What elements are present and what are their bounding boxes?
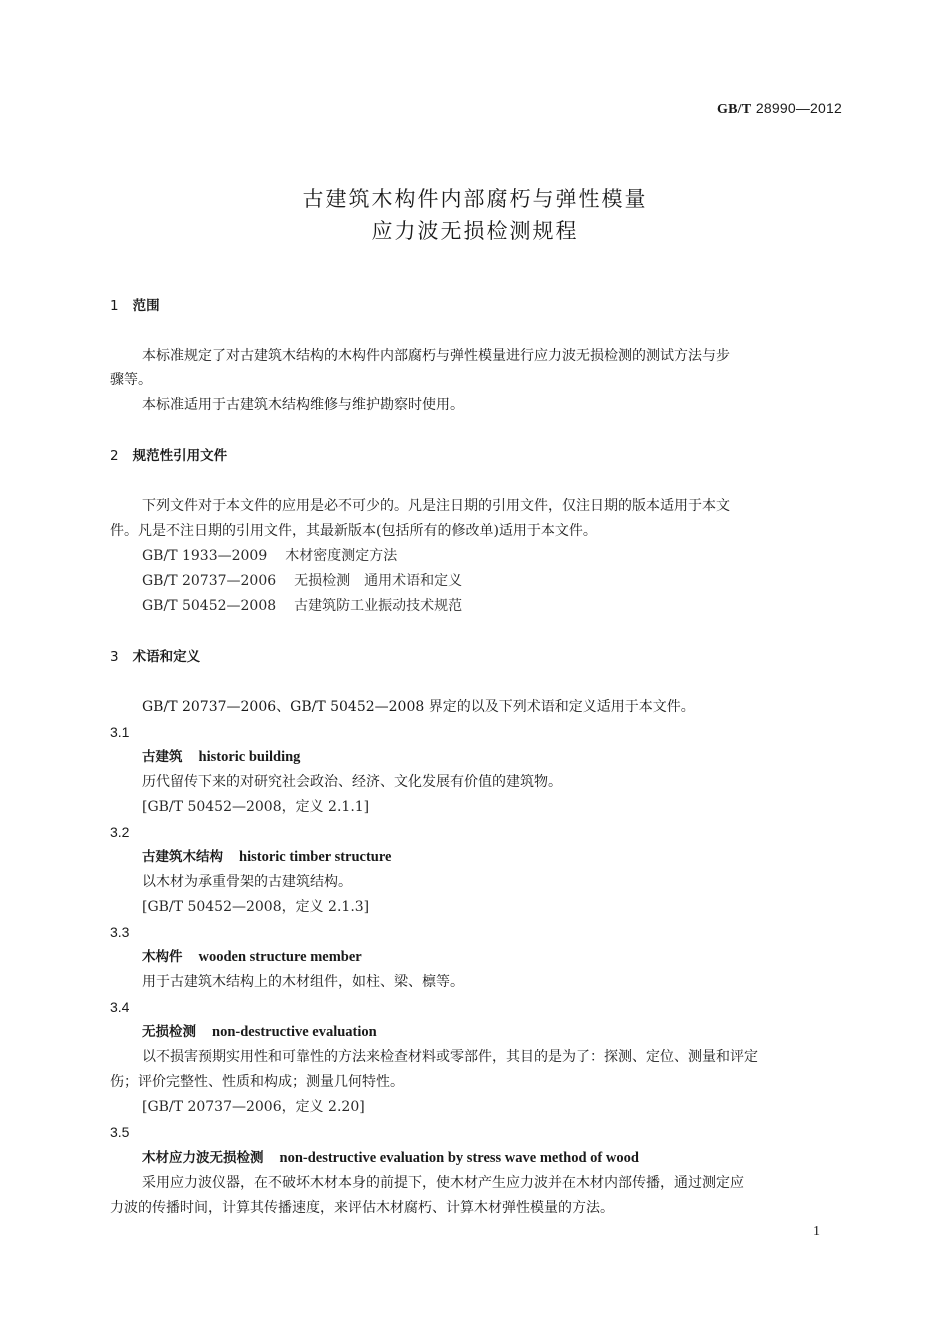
- standard-number: 28990—2012: [755, 100, 842, 116]
- term-definition: 历代留传下来的对研究社会政治、经济、文化发展有价值的建筑物。: [142, 774, 562, 790]
- reference-code: GB/T 20737—2006: [142, 573, 277, 589]
- term-chinese: 木材应力波无损检测: [142, 1150, 264, 1166]
- term-chinese: 无损检测: [142, 1024, 196, 1040]
- section-1-paragraph-1-line-1: 本标准规定了对古建筑木结构的木构件内部腐朽与弹性模量进行应力波无损检测的测试方法与步: [142, 348, 730, 364]
- reference-item: [142, 596, 462, 616]
- reference-item: [142, 546, 397, 566]
- section-title: 术语和定义: [132, 649, 201, 665]
- term-english: non-destructive evaluation by stress wave method of wood: [279, 1150, 639, 1166]
- term-definition-line-2: 力波的传播时间，计算其传播速度，来评估木材腐朽、计算木材弹性模量的方法。: [110, 1200, 614, 1216]
- document-title-line-1: 古建筑木构件内部腐朽与弹性模量: [302, 187, 648, 211]
- section-title: 规范性引用文件: [132, 448, 228, 464]
- standard-prefix: GB/T: [717, 102, 752, 117]
- standard-code: [717, 100, 842, 118]
- section-2-intro-line-1: 下列文件对于本文件的应用是必不可少的。凡是注日期的引用文件，仅注日期的版本适用于本文: [142, 498, 730, 514]
- term-chinese: 木构件: [142, 949, 183, 965]
- reference-title: 无损检测 通用术语和定义: [294, 573, 463, 589]
- term-source: [GB/T 20737—2006，定义 2.20]: [142, 1099, 365, 1115]
- section-1-paragraph-2: 本标准适用于古建筑木结构维修与维护勘察时使用。: [142, 397, 464, 413]
- term-english: historic building: [198, 749, 301, 765]
- term-chinese: 古建筑: [142, 749, 183, 765]
- term-chinese: 古建筑木结构: [142, 849, 223, 865]
- term-definition-line-1: 以不损害预期实用性和可靠性的方法来检查材料或零部件，其目的是为了：探测、定位、测量和评定: [142, 1049, 758, 1065]
- term-number: 3.4: [110, 999, 130, 1015]
- section-1-paragraph-1-line-2: 骤等。: [110, 372, 152, 388]
- section-1-heading: [110, 296, 160, 316]
- term-definition-line-2: 伤；评价完整性、性质和构成；测量几何特性。: [110, 1074, 404, 1090]
- reference-item: [142, 571, 462, 591]
- reference-code: GB/T 1933—2009: [142, 548, 268, 564]
- term-english: non-destructive evaluation: [212, 1024, 377, 1040]
- term-number: 3.3: [110, 924, 130, 940]
- term-definition: 用于古建筑木结构上的木材组件，如柱、梁、檩等。: [142, 974, 464, 990]
- reference-code: GB/T 50452—2008: [142, 598, 277, 614]
- section-number: 1: [110, 298, 119, 314]
- term-english: wooden structure member: [198, 949, 362, 965]
- section-title: 范围: [132, 298, 160, 314]
- section-3-intro: GB/T 20737—2006、GB/T 50452—2008 界定的以及下列术语和定义适用于本文件。: [142, 699, 695, 715]
- page-number: 1: [813, 1224, 820, 1239]
- section-number: 2: [110, 448, 119, 464]
- reference-title: 古建筑防工业振动技术规范: [294, 598, 463, 614]
- term-heading: [142, 1148, 639, 1168]
- document-title-line-2: 应力波无损检测规程: [371, 219, 579, 243]
- section-2-intro-line-2: 件。凡是不注日期的引用文件，其最新版本(包括所有的修改单)适用于本文件。: [110, 523, 597, 539]
- term-source: [GB/T 50452—2008，定义 2.1.3]: [142, 899, 370, 915]
- term-definition: 以木材为承重骨架的古建筑结构。: [142, 874, 352, 890]
- term-heading: [142, 1022, 377, 1042]
- term-heading: [142, 947, 362, 967]
- section-number: 3: [110, 649, 119, 665]
- term-definition-line-1: 采用应力波仪器，在不破坏木材本身的前提下，使木材产生应力波并在木材内部传播，通过测定应: [142, 1175, 744, 1191]
- term-number: 3.2: [110, 824, 130, 840]
- term-heading: [142, 847, 391, 867]
- section-2-heading: [110, 446, 227, 466]
- term-english: historic timber structure: [239, 849, 392, 865]
- section-3-heading: [110, 647, 200, 667]
- term-source: [GB/T 50452—2008，定义 2.1.1]: [142, 799, 370, 815]
- term-number: 3.1: [110, 724, 130, 740]
- term-heading: [142, 747, 300, 767]
- term-number: 3.5: [110, 1124, 130, 1140]
- reference-title: 木材密度测定方法: [285, 548, 398, 564]
